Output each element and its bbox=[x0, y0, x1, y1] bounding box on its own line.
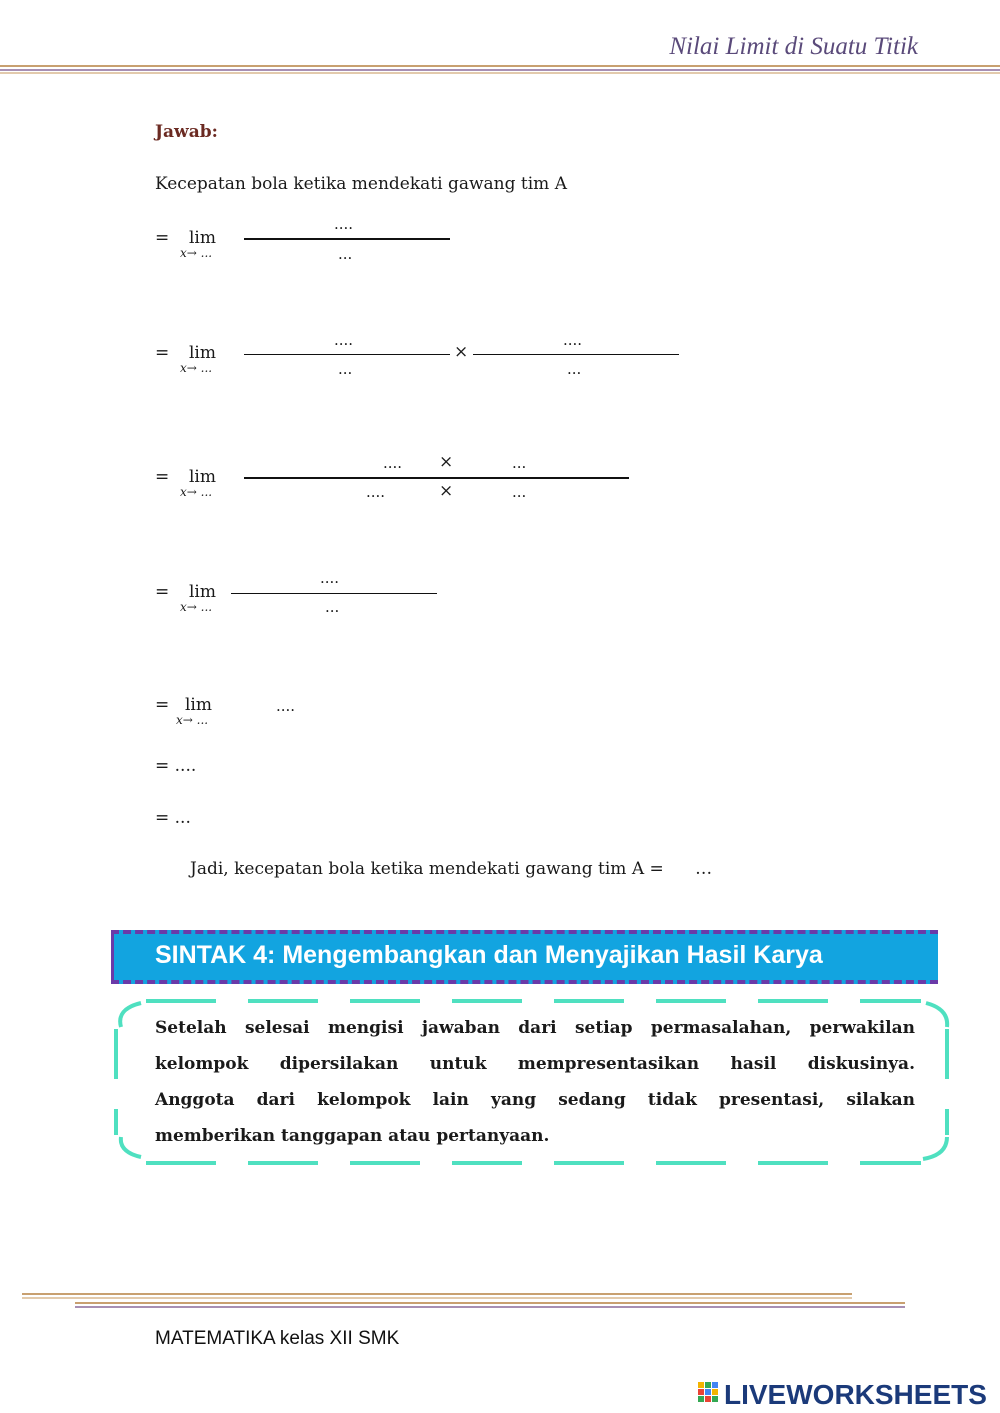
times-sign: × bbox=[439, 481, 454, 501]
instruction-line: Anggota dari kelompok lain yang sedang tidak presentasi, silakan bbox=[155, 1090, 915, 1110]
liveworksheets-logo-icon bbox=[698, 1382, 720, 1404]
numerator-blank[interactable]: .... bbox=[334, 215, 354, 233]
lim-subscript: x→ ... bbox=[180, 600, 213, 614]
fraction-line bbox=[244, 238, 450, 240]
numerator-blank[interactable]: .... bbox=[320, 569, 340, 587]
conclusion-text: Jadi, kecepatan bola ketika mendekati gawang tim A = bbox=[190, 859, 664, 879]
lim-word: lim bbox=[189, 582, 216, 602]
numerator-blank[interactable]: ... bbox=[512, 454, 527, 472]
expression-blank[interactable]: .... bbox=[276, 697, 296, 715]
instruction-text bbox=[155, 1010, 915, 1154]
denominator-blank[interactable]: ... bbox=[512, 483, 527, 501]
lim-word: lim bbox=[189, 343, 216, 363]
denominator-blank[interactable]: ... bbox=[325, 598, 340, 616]
instruction-line: memberikan tanggapan atau pertanyaan. bbox=[155, 1126, 550, 1146]
denominator-blank[interactable]: .... bbox=[366, 483, 386, 501]
lim-subscript: x→ ... bbox=[180, 485, 213, 499]
denominator-blank[interactable]: ... bbox=[338, 360, 353, 378]
denominator-blank[interactable]: ... bbox=[338, 245, 353, 263]
instruction-line: kelompok dipersilakan untuk mempresentasikan hasil diskusinya. bbox=[155, 1054, 915, 1074]
fraction-line bbox=[244, 477, 629, 479]
instruction-line: Setelah selesai mengisi jawaban dari setiap permasalahan, perwakilan bbox=[155, 1018, 915, 1038]
answer-intro: Kecepatan bola ketika mendekati gawang tim A bbox=[155, 174, 567, 194]
step-7-value[interactable]: = ... bbox=[155, 808, 191, 828]
equals-sign: = bbox=[155, 228, 170, 248]
equals-sign: = bbox=[155, 343, 170, 363]
numerator-blank[interactable]: .... bbox=[383, 454, 403, 472]
equals-sign: = bbox=[155, 467, 170, 487]
conclusion-answer-blank[interactable]: … bbox=[695, 859, 713, 879]
answer-label: Jawab: bbox=[155, 122, 218, 142]
fraction-line bbox=[244, 354, 450, 355]
sintak-title: SINTAK 4: Mengembangkan dan Menyajikan Hasil Karya bbox=[155, 941, 823, 969]
header-title: Nilai Limit di Suatu Titik bbox=[669, 33, 918, 60]
conclusion bbox=[190, 859, 712, 879]
denominator-blank[interactable]: ... bbox=[567, 360, 582, 378]
watermark-text: LIVEWORKSHEETS bbox=[724, 1379, 987, 1410]
equals-sign: = bbox=[155, 582, 170, 602]
lim-word: lim bbox=[189, 228, 216, 248]
footer-text: MATEMATIKA kelas XII SMK bbox=[155, 1328, 400, 1349]
fraction-line bbox=[231, 593, 437, 594]
step-6-value[interactable]: = .... bbox=[155, 756, 197, 776]
lim-subscript: x→ ... bbox=[180, 361, 213, 375]
lim-subscript: x→ ... bbox=[176, 713, 209, 727]
header-rule bbox=[0, 64, 1000, 76]
times-sign: × bbox=[454, 342, 469, 362]
footer-rule bbox=[0, 1291, 1000, 1311]
numerator-blank[interactable]: .... bbox=[563, 331, 583, 349]
numerator-blank[interactable]: .... bbox=[334, 331, 354, 349]
equals-sign: = bbox=[155, 695, 170, 715]
lim-word: lim bbox=[185, 695, 212, 715]
fraction-line bbox=[473, 354, 679, 355]
lim-word: lim bbox=[189, 467, 216, 487]
times-sign: × bbox=[439, 452, 454, 472]
lim-subscript: x→ ... bbox=[180, 246, 213, 260]
